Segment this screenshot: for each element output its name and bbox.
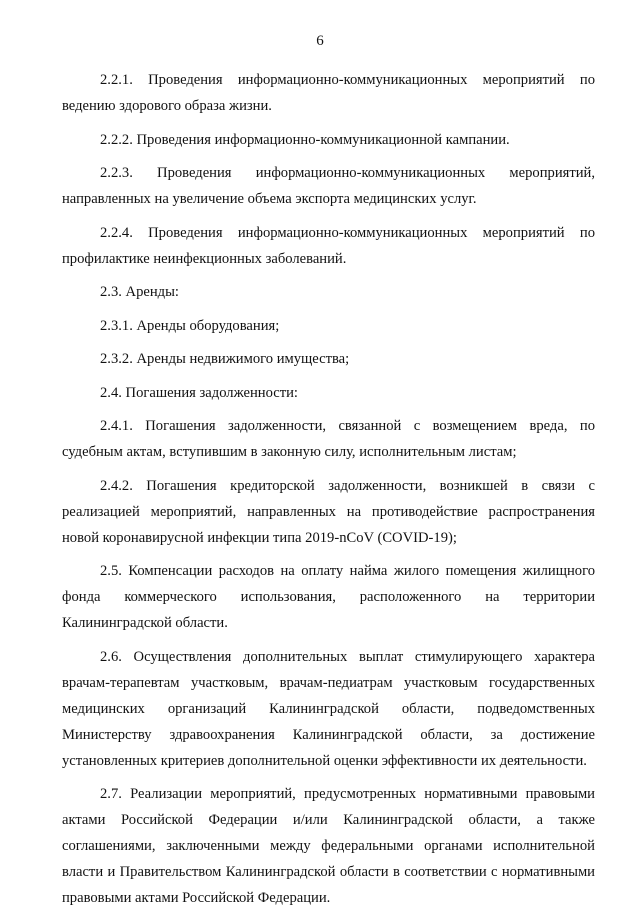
paragraph-2-2-1: 2.2.1. Проведения информационно-коммуникационных мероприятий по ведению здорового образа жизни.	[62, 72, 595, 114]
document-body	[62, 67, 595, 911]
paragraph-2-6: 2.6. Осуществления дополнительных выплат стимулирующего характера врачам-терапевтам участковым, врачам-педиатрам участковым государственных медицинских организаций Калининградской области, подведомственных Министерству здравоохранения Калининградской области, за достижение установленных критериев дополнительной оценки эффективности их деятельности.	[62, 648, 595, 769]
paragraph-2-4-2: 2.4.2. Погашения кредиторской задолженности, возникшей в связи с реализацией мероприятий, направленных на противодействие распространения новой коронавирусной инфекции типа 2019-nCoV (COVID-19);	[62, 477, 595, 546]
paragraph-2-3-2: 2.3.2. Аренды недвижимого имущества;	[100, 351, 350, 367]
paragraph-2-2-3: 2.2.3. Проведения информационно-коммуникационных мероприятий, направленных на увеличение объема экспорта медицинских услуг.	[62, 165, 595, 207]
paragraph-2-3-1: 2.3.1. Аренды оборудования;	[100, 317, 280, 334]
page-number: 6	[316, 33, 324, 49]
paragraph-2-4: 2.4. Погашения задолженности:	[100, 384, 298, 401]
paragraph-2-5: 2.5. Компенсации расходов на оплату найма жилого помещения жилищного фонда коммерческого использования, расположенного на территории Калининградской области.	[62, 563, 595, 631]
paragraph-2-7: 2.7. Реализации мероприятий, предусмотренных нормативными правовыми актами Российской Федерации и/или Калининградской области, а также соглашениями, заключенными между федеральными органами исполнительной власти и Правительством Калининградской области в соответствии с нормативными правовыми актами Российской Федерации.	[62, 786, 595, 906]
paragraph-2-4-1: 2.4.1. Погашения задолженности, связанной с возмещением вреда, по судебным актам, вступившим в законную силу, исполнительным листам;	[62, 418, 595, 460]
paragraph-2-3: 2.3. Аренды:	[100, 284, 179, 300]
paragraph-2-2-2: 2.2.2. Проведения информационно-коммуникационной кампании.	[100, 131, 510, 148]
paragraph-2-2-4: 2.2.4. Проведения информационно-коммуникационных мероприятий по профилактике неинфекционных заболеваний.	[62, 224, 595, 267]
